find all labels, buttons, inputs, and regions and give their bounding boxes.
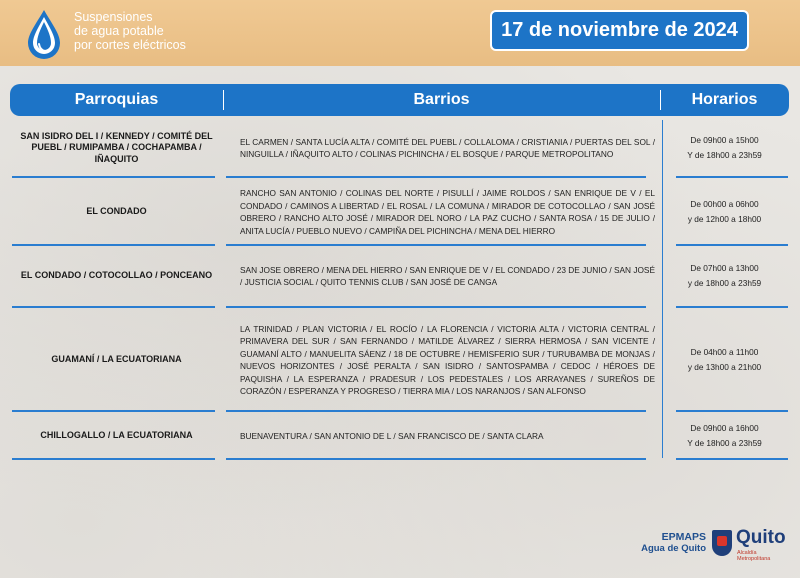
row-parroquias: EL CONDADO / COTOCOLLAO / PONCEANO bbox=[20, 270, 213, 281]
row-divider bbox=[12, 176, 215, 178]
table-row bbox=[10, 312, 789, 408]
row-divider bbox=[676, 176, 788, 178]
row-divider bbox=[12, 458, 215, 460]
column-divider bbox=[662, 120, 663, 458]
column-header-barrios: Barrios bbox=[413, 91, 470, 108]
row-barrios: LA TRINIDAD / PLAN VICTORIA / EL ROCÍO / LA FLORENCIA / VICTORIA ALTA / VICTORIA CENTRAL / PRIMAVERA DEL SUR / SAN FERNANDO / MATILDE ÁLVAREZ / SIERRA HERMOSA / SAN VICENTE / GUAMANÍ ALTO / MANUELITA SÁENZ / 18 DE OCTUBRE / HEMISFERIO SUR / TURUBAMBA DE MONJAS / NUEVOS HORIZONTES / JOSÉ PERALTA / SAN ISIDRO / SANTOSPAMBA / CEDOC / HÉROES DE PAQUISHA / LA ESPERANZA / PRADESUR / LOS PEDESTALES / LOS ARRAYANES / SUREÑOS DE CORAZÓN / ESPERANZA Y PROGRESO / TIERRA MIA / LOS NARANJOS / SAN ALFONSO bbox=[240, 323, 655, 396]
row-divider bbox=[676, 244, 788, 246]
row-divider bbox=[226, 176, 646, 178]
row-horarios bbox=[660, 180, 789, 244]
header-title-line-3: por cortes eléctricos bbox=[74, 38, 186, 52]
row-divider bbox=[12, 306, 215, 308]
column-header-parroquias: Parroquias bbox=[74, 91, 159, 108]
horario-line-1: De 07h00 a 13h00 bbox=[690, 263, 759, 273]
row-parroquias: SAN ISIDRO DEL I / KENNEDY / COMITÉ DEL PUEBL / RUMIPAMBA / COCHAPAMBA / IÑAQUITO bbox=[20, 130, 213, 164]
row-barrios: EL CARMEN / SANTA LUCÍA ALTA / COMITÉ DEL PUEBL / COLLALOMA / CRISTIANIA / PUERTAS DEL SOL / NINGUILLA / IÑAQUITO ALTO / COLINAS PICHINCHA / EL BOSQUE / PARQUE METROPOLITANO bbox=[240, 136, 655, 159]
table-row bbox=[10, 120, 789, 176]
horario-line-1: De 09h00 a 16h00 bbox=[690, 423, 759, 433]
row-parroquias: EL CONDADO bbox=[86, 206, 147, 217]
column-header-horarios: Horarios bbox=[691, 91, 758, 108]
row-barrios: SAN JOSE OBRERO / MENA DEL HIERRO / SAN ENRIQUE DE V / EL CONDADO / 23 DE JUNIO / SAN JOSÉ / JUSTICIA SOCIAL / QUITO TENNIS CLUB / SAN JOSÉ DE CANGA bbox=[240, 264, 655, 287]
table-row bbox=[10, 180, 789, 244]
horario-line-1: De 00h00 a 06h00 bbox=[690, 199, 759, 209]
table-row bbox=[10, 248, 789, 304]
row-divider bbox=[676, 410, 788, 412]
row-horarios bbox=[660, 120, 789, 176]
agua-de-quito-text: Agua de Quito bbox=[641, 543, 706, 554]
horario-line-2: Y de 18h00 a 23h59 bbox=[687, 150, 762, 160]
header-title bbox=[74, 10, 234, 52]
footer-logos bbox=[620, 527, 786, 568]
row-horarios bbox=[660, 414, 789, 458]
row-horarios bbox=[660, 312, 789, 408]
table-header bbox=[10, 84, 789, 116]
quito-logo-text: Quito bbox=[736, 527, 786, 548]
header-title-line-2: de agua potable bbox=[74, 24, 164, 38]
row-divider bbox=[226, 410, 646, 412]
row-barrios: RANCHO SAN ANTONIO / COLINAS DEL NORTE / PISULLÍ / JAIME ROLDOS / SAN ENRIQUE DE V / EL CONDADO / CAMINOS A LIBERTAD / EL ROSAL / LA COMUNA / MIRADOR DE COTOCOLLAO / SAN JOSÉ OBRERO / RANCHO ALTO JOSÉ / MIRADOR DEL NORO / LA PAZ CUCHO / SANTA ROSA / 15 DE JULIO / ANITA LUCÍA / PUEBLO NUEVO / CAMPIÑA DEL PICHINCHA / MENA DEL HIERRO bbox=[240, 188, 655, 236]
horario-line-1: De 09h00 a 15h00 bbox=[690, 135, 759, 145]
table-row bbox=[10, 414, 789, 458]
row-divider bbox=[676, 306, 788, 308]
row-divider bbox=[226, 306, 646, 308]
horario-line-2: Y de 18h00 a 23h59 bbox=[687, 438, 762, 448]
header-banner bbox=[0, 0, 800, 66]
date-badge: 17 de noviembre de 2024 bbox=[490, 10, 749, 51]
row-divider bbox=[226, 244, 646, 246]
row-barrios: BUENAVENTURA / SAN ANTONIO DE L / SAN FRANCISCO DE / SANTA CLARA bbox=[240, 430, 544, 441]
quito-crest-icon bbox=[712, 530, 732, 556]
epmaps-logo-text: EPMAPS bbox=[661, 531, 706, 543]
horario-line-2: y de 12h00 a 18h00 bbox=[687, 214, 762, 224]
header-title-line-1: Suspensiones bbox=[74, 10, 153, 24]
row-horarios bbox=[660, 248, 789, 304]
row-divider bbox=[12, 244, 215, 246]
row-parroquias: CHILLOGALLO / LA ECUATORIANA bbox=[40, 430, 193, 441]
water-drop-icon bbox=[24, 8, 64, 60]
horario-line-2: y de 18h00 a 23h59 bbox=[687, 278, 762, 288]
row-divider bbox=[226, 458, 646, 460]
row-divider bbox=[676, 458, 788, 460]
epmaps-logo bbox=[620, 532, 706, 554]
alcaldia-text: Alcaldía Metropolitana bbox=[737, 550, 771, 562]
row-divider bbox=[12, 410, 215, 412]
row-parroquias: GUAMANÍ / LA ECUATORIANA bbox=[51, 354, 182, 365]
horario-line-2: y de 13h00 a 21h00 bbox=[687, 362, 762, 372]
horario-line-1: De 04h00 a 11h00 bbox=[690, 347, 759, 357]
